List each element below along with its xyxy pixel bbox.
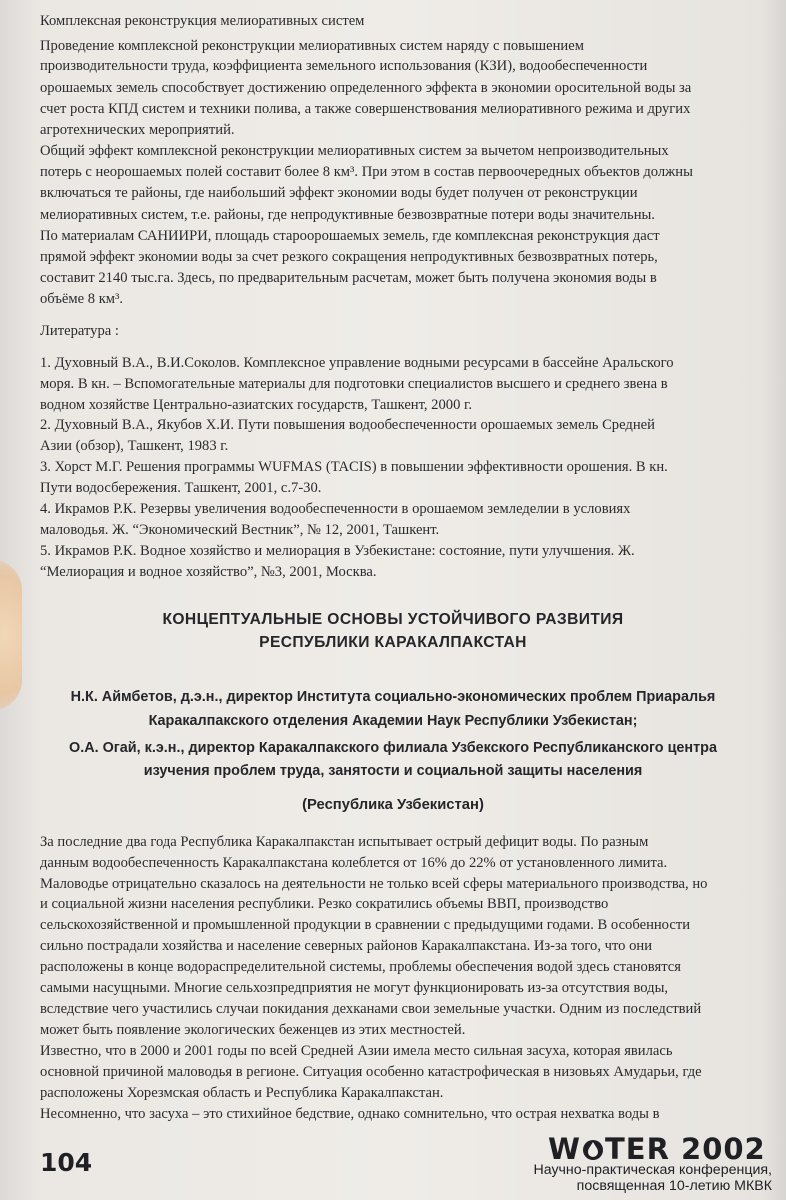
body-line: и социальной жизни населения республики. Резко сократились объемы ВВП, производство <box>40 896 609 912</box>
body-line: Несомненно, что засуха – это стихийное бедствие, однако сомнительно, что острая нехватка воды в <box>40 1106 660 1122</box>
text-line: объёме 8 км³. <box>40 291 124 307</box>
reference-line: 5. Икрамов Р.К. Водное хозяйство и мелиорация в Узбекистане: состояние, пути улучшения. Ж. <box>40 543 635 559</box>
text-line: включаться те районы, где наибольший эффект экономии воды будет получен от реконструкции <box>40 185 638 201</box>
literature-title: Литература : <box>40 323 119 339</box>
text-line: Комплексная реконструкция мелиоративных систем <box>40 13 365 29</box>
author-line: Н.К. Аймбетов, д.э.н., директор Института социально-экономических проблем Приаралья <box>70 689 716 705</box>
body-line: расположены Хорезмская область и Республика Каракалпакстан. <box>40 1085 444 1101</box>
reference-line: Пути водосбережения. Ташкент, 2001, с.7-30. <box>40 480 322 496</box>
reference-line: “Мелиорация и водное хозяйство”, №3, 2001, Москва. <box>40 564 377 580</box>
text-line: потерь с неорошаемых полей составит более 8 км³. При этом в состав первоочередных объектов должны <box>40 164 693 180</box>
reference-line: моря. В кн. – Вспомогательные материалы для подготовки специалистов высшего и среднего звена в <box>40 376 668 392</box>
logo-letter-w: W <box>548 1132 581 1166</box>
conference-line: посвященная 10-летию МКВК <box>576 1178 772 1194</box>
text-line: счет роста КПД систем и техники полива, а также совершенствования мелиоративного режима и других <box>40 101 691 117</box>
text-line: По материалам САНИИРИ, площадь староорошаемых земель, где комплексная реконструкция даст <box>40 228 660 244</box>
water-2002-logo <box>548 1132 766 1166</box>
text-line: орошаемых земель способствует достижению определенного эффекта в экономии оросительной воды за <box>40 80 692 96</box>
body-line: данным водообеспеченность Каракалпакстана колеблется от 16% до 22% от установленного лимита. <box>40 855 668 871</box>
reference-line: 3. Хорст М.Г. Решения программы WUFMAS (TACIS) в повышении эффективности орошения. В кн. <box>40 459 668 475</box>
text-line: мелиоративных систем, т.е. районы, где непродуктивные безвозвратные потери воды значительны. <box>40 207 655 223</box>
body-line: Маловодье отрицательно сказалось на деятельности не только всей сферы материального производства, но <box>40 876 708 892</box>
text-line: агротехнических мероприятий. <box>40 122 235 138</box>
page-number: 104 <box>40 1148 93 1177</box>
text-line: Проведение комплексной реконструкции мелиоративных систем наряду с повышением <box>40 38 584 54</box>
text-line: Общий эффект комплексной реконструкции мелиоративных систем за вычетом непроизводительных <box>40 143 669 159</box>
body-line: может быть появление экологических беженцев из этих местностей. <box>40 1022 466 1038</box>
article-title-line-2: РЕСПУБЛИКИ КАРАКАЛПАКСТАН <box>259 634 527 651</box>
body-line: сельскохозяйственной и промышленной продукции в сравнении с предыдущими годами. В особенности <box>40 917 691 933</box>
body-line: расположены в конце водораспределительной системы, проблемы обеспечения водой здесь становятся <box>40 959 681 975</box>
text-line: прямой эффект экономии воды за счет резкого сокращения непродуктивных безвозвратных потерь, <box>40 249 658 265</box>
reference-line: 4. Икрамов Р.К. Резервы увеличения водообеспеченности в орошаемом земледелии в условиях <box>40 501 631 517</box>
body-line: сильно пострадали хозяйства и население северных районов Каракалпакстана. Из-за того, что они <box>40 938 653 954</box>
reference-line: Азии (обзор), Ташкент, 1983 г. <box>40 438 229 454</box>
body-line: самыми насущными. Многие сельхозпредприятия не могут функционировать из-за отсутствия воды, <box>40 980 669 996</box>
body-line: За последние два года Республика Каракалпакстан испытывает острый дефицит воды. По разным <box>40 834 649 850</box>
body-line: Известно, что в 2000 и 2001 годы по всей Средней Азии имела место сильная засуха, которая явилась <box>40 1043 673 1059</box>
reference-line: 2. Духовный В.А., Якубов Х.И. Пути повышения водообеспеченности орошаемых земель Средней <box>40 417 655 433</box>
author-line: изучения проблем труда, занятости и социальной защиты населения <box>143 763 643 779</box>
body-line: основной причиной маловодья в регионе. Ситуация особенно катастрофическая в низовьях Амударьи, где <box>40 1064 702 1080</box>
body-line: вследствие чего участились случаи покидания дехканами свои земельные участки. Одним из последствий <box>40 1001 702 1017</box>
reference-line: водном хозяйстве Центрально-азиатских государств, Ташкент, 2000 г. <box>40 397 473 413</box>
water-drop-icon <box>581 1134 605 1158</box>
conference-caption <box>506 1162 772 1194</box>
author-line: О.А. Огай, к.э.н., директор Каракалпакского филиала Узбекского Республиканского центра <box>69 740 717 756</box>
logo-text: TER 2002 <box>605 1132 766 1166</box>
article-country: (Республика Узбекистан) <box>302 797 484 813</box>
text-line: производительности труда, коэффициента земельного использования (КЗИ), водообеспеченности <box>40 58 648 74</box>
reference-line: 1. Духовный В.А., В.И.Соколов. Комплексное управление водными ресурсами в бассейне Аральского <box>40 355 674 371</box>
author-line: Каракалпакского отделения Академии Наук Республики Узбекистан; <box>148 713 638 729</box>
reference-line: маловодья. Ж. “Экономический Вестник”, № 12, 2001, Ташкент. <box>40 522 440 538</box>
article-title-line-1: КОНЦЕПТУАЛЬНЫЕ ОСНОВЫ УСТОЙЧИВОГО РАЗВИТИЯ <box>162 611 624 628</box>
text-line: составит 2140 тыс.га. Здесь, по предварительным расчетам, может быть получена экономия воды в <box>40 270 657 286</box>
conference-line: Научно-практическая конференция, <box>533 1162 772 1178</box>
